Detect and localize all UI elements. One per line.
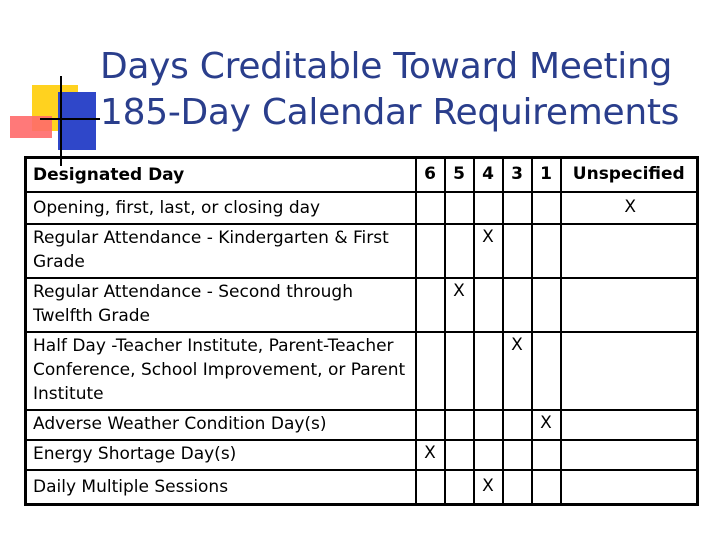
header-5: 5 [445, 158, 474, 193]
mark-cell [416, 470, 445, 505]
mark-cell [561, 440, 698, 470]
mark-cell [503, 410, 532, 440]
mark-cell [561, 410, 698, 440]
table-row [26, 224, 698, 278]
table-row [26, 410, 698, 440]
decor-vertical-line [60, 76, 62, 166]
mark-cell [561, 470, 698, 505]
mark-cell: X [532, 410, 561, 440]
mark-cell [503, 192, 532, 224]
row-label: Daily Multiple Sessions [26, 470, 416, 505]
table-row [26, 332, 698, 410]
title-line-2: 185-Day Calendar Requirements [100, 92, 680, 133]
header-3: 3 [503, 158, 532, 193]
mark-cell [445, 470, 474, 505]
header-4: 4 [474, 158, 503, 193]
mark-cell [416, 332, 445, 410]
row-label: Adverse Weather Condition Day(s) [26, 410, 416, 440]
header-row [26, 158, 698, 193]
mark-cell [503, 278, 532, 332]
row-label: Half Day -Teacher Institute, Parent-Teacher Conference, School Improvement, or Parent Institute [26, 332, 416, 410]
mark-cell [532, 470, 561, 505]
mark-cell: X [474, 224, 503, 278]
mark-cell [532, 332, 561, 410]
mark-cell [474, 410, 503, 440]
mark-cell [503, 224, 532, 278]
mark-cell: X [474, 470, 503, 505]
table-row [26, 278, 698, 332]
calendar-table [24, 156, 699, 506]
mark-cell [474, 332, 503, 410]
row-label: Regular Attendance - Second through Twelfth Grade [26, 278, 416, 332]
header-designated-day: Designated Day [26, 158, 416, 193]
mark-cell [445, 192, 474, 224]
mark-cell: X [416, 440, 445, 470]
mark-cell [445, 410, 474, 440]
title-line-1: Days Creditable Toward Meeting [100, 46, 673, 87]
mark-cell [532, 192, 561, 224]
header-6: 6 [416, 158, 445, 193]
slide-title [100, 44, 700, 136]
mark-cell [503, 440, 532, 470]
decor-blue-square [58, 92, 96, 150]
mark-cell: X [503, 332, 532, 410]
mark-cell [416, 224, 445, 278]
mark-cell [532, 440, 561, 470]
header-unspecified: Unspecified [561, 158, 698, 193]
mark-cell [445, 440, 474, 470]
mark-cell [561, 224, 698, 278]
mark-cell [416, 278, 445, 332]
table-row [26, 440, 698, 470]
mark-cell [474, 278, 503, 332]
mark-cell [474, 192, 503, 224]
mark-cell [445, 332, 474, 410]
mark-cell: X [561, 192, 698, 224]
mark-cell [474, 440, 503, 470]
decor-horizontal-line [40, 118, 100, 120]
mark-cell [532, 278, 561, 332]
mark-cell: X [445, 278, 474, 332]
mark-cell [445, 224, 474, 278]
mark-cell [416, 410, 445, 440]
table-row [26, 192, 698, 224]
row-label: Energy Shortage Day(s) [26, 440, 416, 470]
row-label: Opening, first, last, or closing day [26, 192, 416, 224]
header-1: 1 [532, 158, 561, 193]
mark-cell [561, 278, 698, 332]
table-row [26, 470, 698, 505]
mark-cell [561, 332, 698, 410]
row-label: Regular Attendance - Kindergarten & First Grade [26, 224, 416, 278]
mark-cell [416, 192, 445, 224]
mark-cell [503, 470, 532, 505]
mark-cell [532, 224, 561, 278]
